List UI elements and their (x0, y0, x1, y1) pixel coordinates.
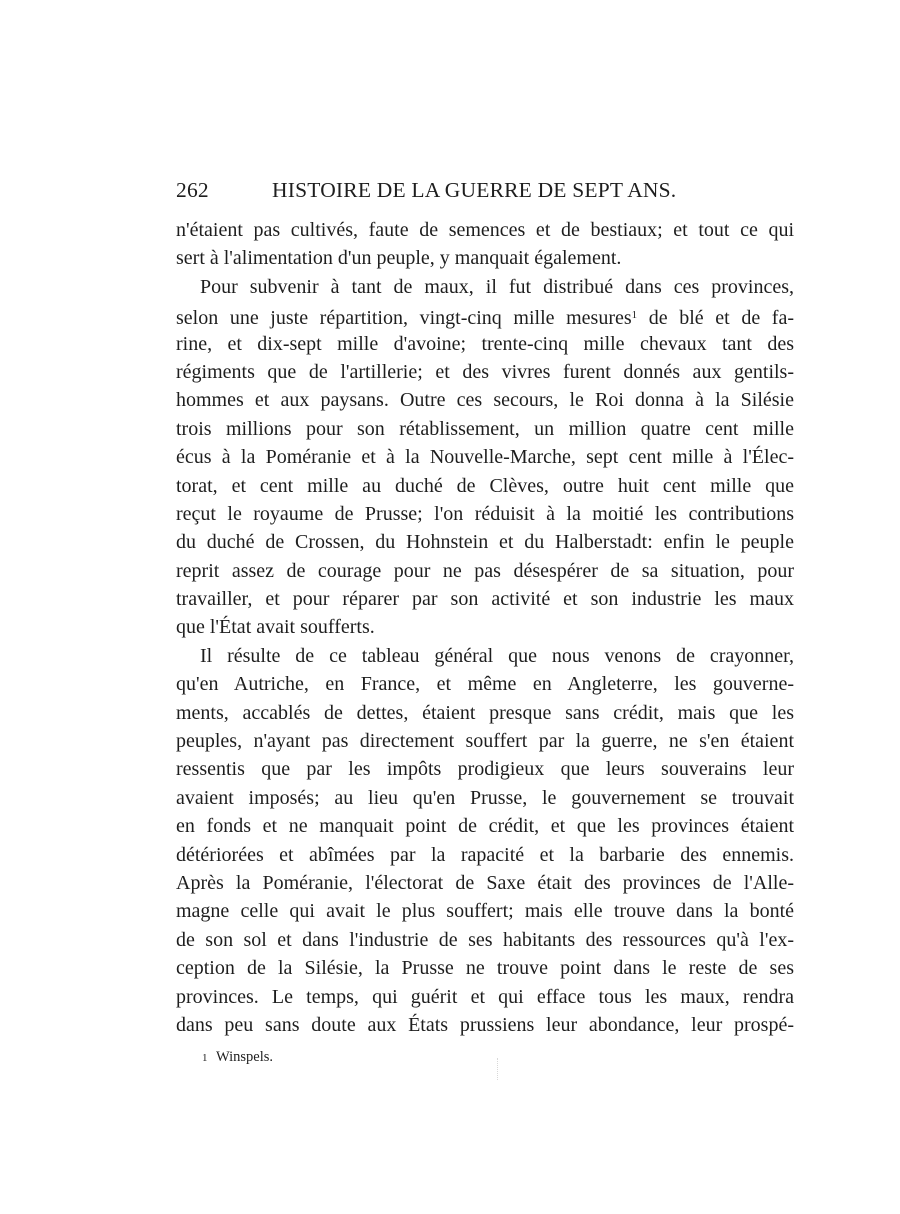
text-line: magne celle qui avait le plus souffert; mais elle trouve dans la bonté (176, 900, 794, 923)
text-line: dans peu sans doute aux États prussiens leur abondance, leur prospé- (176, 1013, 794, 1036)
text-line: n'étaient pas cultivés, faute de semences et de bestiaux; et tout ce qui (176, 219, 794, 241)
footnote (176, 1047, 794, 1068)
text-line: que l'État avait soufferts. (176, 616, 375, 639)
page-header (176, 178, 794, 206)
text-segment: selon une juste répartition, vingt-cinq mille mesures (176, 307, 632, 330)
text-line: rine, et dix-sept mille d'avoine; trente-cinq mille chevaux tant des (176, 332, 794, 355)
text-line: reçut le royaume de Prusse; l'on réduisit à la moitié les contributions (176, 502, 794, 525)
text-line: ressentis que par les impôts prodigieux que leurs souverains leur (176, 758, 794, 781)
footnote-reference: 1 (631, 309, 638, 322)
text-line: qu'en Autriche, en France, et même en Angleterre, les gouverne- (176, 673, 794, 696)
scan-artifact (497, 1058, 499, 1080)
text-line: Pour subvenir à tant de maux, il fut distribué dans ces provinces, (200, 275, 794, 298)
text-line: ception de la Silésie, la Prusse ne trouve point dans le reste de ses (176, 957, 794, 980)
text-line: peuples, n'ayant pas directement souffert par la guerre, ne s'en étaient (176, 730, 794, 753)
text-segment: de blé et de fa- (648, 307, 794, 330)
page-number: 262 (176, 178, 209, 202)
text-line-with-footnote (176, 301, 794, 329)
text-line: hommes et aux paysans. Outre ces secours, le Roi donna à la Silésie (176, 389, 794, 412)
book-page (176, 178, 794, 1068)
text-line: détériorées et abîmées par la rapacité et la barbarie des ennemis. (176, 843, 794, 866)
text-line: provinces. Le temps, qui guérit et qui efface tous les maux, rendra (176, 985, 794, 1008)
text-line: Il résulte de ce tableau général que nous venons de crayonner, (200, 644, 794, 667)
text-line: ments, accablés de dettes, étaient presque sans crédit, mais que les (176, 701, 794, 724)
text-line: de son sol et dans l'industrie de ses habitants des ressources qu'à l'ex- (176, 928, 794, 951)
text-line: du duché de Crossen, du Hohnstein et du Halberstadt: enfin le peuple (176, 531, 794, 554)
text-line: travailler, et pour réparer par son activité et son industrie les maux (176, 588, 794, 611)
text-line: sert à l'alimentation d'un peuple, y manquait également. (176, 247, 622, 270)
text-line: régiments que de l'artillerie; et des vivres furent donnés aux gentils- (176, 360, 794, 383)
text-line: reprit assez de courage pour ne pas désespérer de sa situation, pour (176, 559, 794, 582)
text-line: écus à la Poméranie et à la Nouvelle-Marche, sept cent mille à l'Élec- (176, 446, 794, 469)
running-title: HISTOIRE DE LA GUERRE DE SEPT ANS. (272, 178, 677, 202)
text-line: en fonds et ne manquait point de crédit, et que les provinces étaient (176, 815, 794, 838)
text-line: trois millions pour son rétablissement, un million quatre cent mille (176, 417, 794, 440)
text-line: Après la Poméranie, l'électorat de Saxe était des provinces de l'Alle- (176, 871, 794, 894)
text-line: torat, et cent mille au duché de Clèves, outre huit cent mille que (176, 474, 794, 497)
footnote-text: Winspels. (216, 1049, 274, 1066)
text-line: avaient imposés; au lieu qu'en Prusse, le gouvernement se trouvait (176, 786, 794, 809)
footnote-number: 1 (202, 1052, 208, 1065)
body-text (176, 216, 794, 1039)
